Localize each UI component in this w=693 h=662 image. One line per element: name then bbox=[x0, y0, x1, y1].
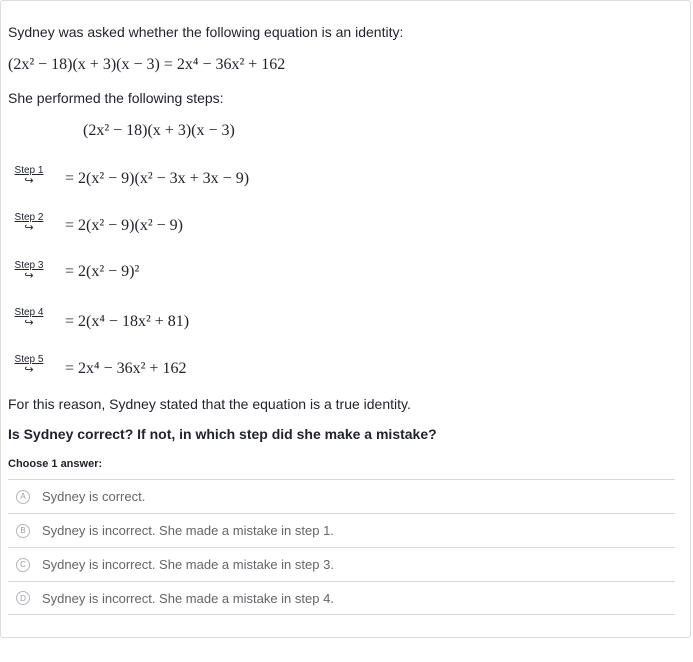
choice-a-text: Sydney is correct. bbox=[42, 489, 146, 504]
choose-label: Choose 1 answer: bbox=[8, 458, 103, 470]
choice-c[interactable] bbox=[8, 547, 675, 581]
choice-d-text: Sydney is incorrect. She made a mistake in step 4. bbox=[42, 590, 334, 606]
choice-b-text: Sydney is incorrect. She made a mistake in step 1. bbox=[42, 523, 334, 538]
step-1-arrow-icon: ↪ bbox=[24, 175, 34, 187]
answer-choices bbox=[8, 479, 675, 615]
choice-b[interactable] bbox=[8, 513, 675, 547]
step-5-label bbox=[12, 354, 46, 375]
choice-b-radio[interactable]: B bbox=[16, 524, 30, 538]
step-5-arrow-icon: ↪ bbox=[24, 364, 34, 376]
step-4-expression: = 2(x⁴ − 18x² + 81) bbox=[65, 313, 190, 330]
step-4-label bbox=[12, 307, 46, 328]
conclusion-text: For this reason, Sydney stated that the equation is a true identity. bbox=[8, 396, 411, 412]
choice-a[interactable] bbox=[8, 479, 675, 513]
step-2-name: Step 2 bbox=[14, 212, 44, 223]
steps-intro-text: She performed the following steps: bbox=[8, 90, 224, 106]
choice-a-radio[interactable]: A bbox=[16, 490, 30, 504]
choice-d[interactable] bbox=[8, 581, 675, 615]
step-5-name: Step 5 bbox=[14, 354, 44, 365]
step-2-label bbox=[12, 212, 46, 233]
intro-text: Sydney was asked whether the following equation is an identity: bbox=[8, 24, 404, 40]
step-1-expression: = 2(x² − 9)(x² − 3x + 3x − 9) bbox=[65, 170, 250, 187]
step-5-expression: = 2x⁴ − 36x² + 162 bbox=[65, 360, 187, 377]
choice-d-radio[interactable]: D bbox=[16, 591, 30, 605]
step-3-name: Step 3 bbox=[14, 260, 44, 271]
question-text: Is Sydney correct? If not, in which step did she make a mistake? bbox=[8, 426, 437, 442]
step-4-name: Step 4 bbox=[14, 307, 44, 318]
choice-c-radio[interactable]: C bbox=[16, 558, 30, 572]
step-2-arrow-icon: ↪ bbox=[24, 222, 34, 234]
start-expression: (2x² − 18)(x + 3)(x − 3) bbox=[83, 122, 235, 139]
step-3-expression: = 2(x² − 9)² bbox=[65, 263, 140, 280]
step-3-arrow-icon: ↪ bbox=[24, 270, 34, 282]
step-4-arrow-icon: ↪ bbox=[24, 317, 34, 329]
step-1-label bbox=[12, 165, 46, 186]
choice-c-text: Sydney is incorrect. She made a mistake in step 3. bbox=[42, 557, 334, 572]
step-3-label bbox=[12, 260, 46, 281]
equation: (2x² − 18)(x + 3)(x − 3) = 2x⁴ − 36x² + 162 bbox=[8, 56, 286, 73]
step-1-name: Step 1 bbox=[14, 165, 44, 176]
step-2-expression: = 2(x² − 9)(x² − 9) bbox=[65, 217, 183, 234]
